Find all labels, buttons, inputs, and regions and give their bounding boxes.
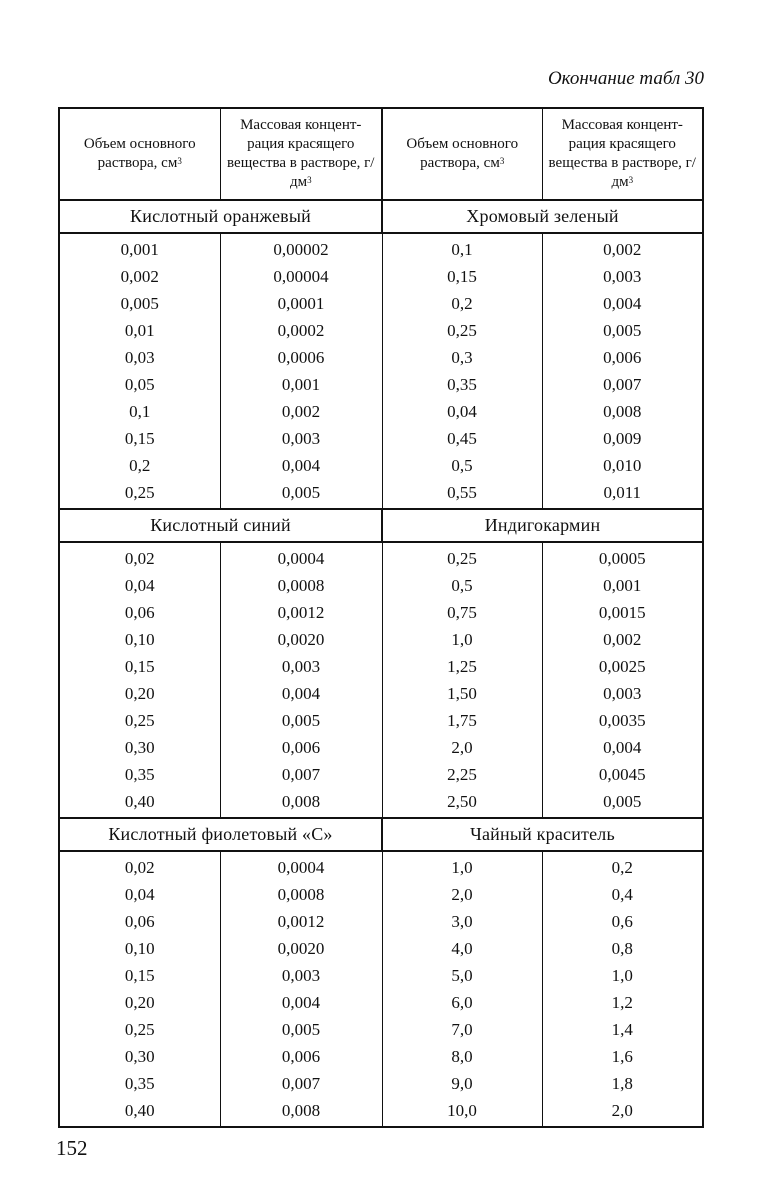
concentration-cell: 0,005	[542, 788, 703, 818]
concentration-cell: 0,002	[542, 233, 703, 263]
volume-cell: 0,03	[59, 344, 220, 371]
concentration-cell: 0,008	[542, 398, 703, 425]
volume-cell: 1,0	[382, 626, 542, 653]
concentration-cell: 1,0	[542, 962, 703, 989]
concentration-cell: 0,008	[220, 788, 382, 818]
section-title-row	[59, 509, 703, 542]
concentration-cell: 0,004	[220, 452, 382, 479]
volume-cell: 0,40	[59, 1097, 220, 1127]
section-title-right: Чайный краситель	[382, 818, 703, 851]
concentration-cell: 0,001	[542, 572, 703, 599]
concentration-cell: 0,001	[220, 371, 382, 398]
volume-cell: 0,06	[59, 599, 220, 626]
volume-cell: 0,30	[59, 1043, 220, 1070]
volume-cell: 0,10	[59, 626, 220, 653]
volume-cell: 1,50	[382, 680, 542, 707]
volume-cell: 0,15	[59, 962, 220, 989]
concentration-cell: 0,4	[542, 881, 703, 908]
volume-cell: 0,05	[59, 371, 220, 398]
header-volume-right: Объем основного раствора, $см^3$	[382, 108, 542, 200]
volume-cell: 0,15	[382, 263, 542, 290]
concentration-cell: 0,009	[542, 425, 703, 452]
table-row	[59, 1043, 703, 1070]
section-title-row	[59, 200, 703, 233]
concentration-cell: 0,004	[542, 290, 703, 317]
volume-cell: 0,15	[59, 425, 220, 452]
volume-cell: 0,5	[382, 572, 542, 599]
volume-cell: 0,1	[59, 398, 220, 425]
volume-cell: 0,2	[59, 452, 220, 479]
table-row	[59, 653, 703, 680]
table-row	[59, 452, 703, 479]
table-row	[59, 788, 703, 818]
table-row	[59, 935, 703, 962]
concentration-cell: 0,8	[542, 935, 703, 962]
running-head: Окончание табл 30	[547, 68, 704, 89]
volume-cell: 1,75	[382, 707, 542, 734]
table-row	[59, 263, 703, 290]
concentration-cell: 0,6	[542, 908, 703, 935]
volume-cell: 0,20	[59, 989, 220, 1016]
table-row	[59, 734, 703, 761]
volume-cell: 0,45	[382, 425, 542, 452]
concentration-cell: 0,0020	[220, 935, 382, 962]
table-row	[59, 542, 703, 572]
volume-cell: 5,0	[382, 962, 542, 989]
concentration-cell: 0,0035	[542, 707, 703, 734]
table-row	[59, 707, 703, 734]
table-row	[59, 881, 703, 908]
concentration-cell: 0,005	[220, 479, 382, 509]
concentration-cell: 0,0045	[542, 761, 703, 788]
header-concentration-right: Массовая концент-рация красящего вещества в растворе, $г/дм^3$	[542, 108, 703, 200]
concentration-cell: 0,0025	[542, 653, 703, 680]
section-title-right: Индигокармин	[382, 509, 703, 542]
concentration-cell: 1,8	[542, 1070, 703, 1097]
volume-cell: 0,25	[382, 317, 542, 344]
table-row	[59, 572, 703, 599]
concentration-cell: 0,0012	[220, 908, 382, 935]
table-row	[59, 398, 703, 425]
concentration-cell: 0,010	[542, 452, 703, 479]
table-row	[59, 317, 703, 344]
concentration-cell: 0,00004	[220, 263, 382, 290]
table-row	[59, 680, 703, 707]
concentration-cell: 0,003	[542, 680, 703, 707]
section-title-right: Хромовый зеленый	[382, 200, 703, 233]
table-body	[59, 200, 703, 1127]
table-row	[59, 344, 703, 371]
section-title-row	[59, 818, 703, 851]
volume-cell: 0,35	[59, 1070, 220, 1097]
table-row	[59, 626, 703, 653]
table-row	[59, 908, 703, 935]
table-row	[59, 1097, 703, 1127]
concentration-cell: 1,2	[542, 989, 703, 1016]
volume-cell: 0,30	[59, 734, 220, 761]
volume-cell: 0,1	[382, 233, 542, 263]
table-row	[59, 425, 703, 452]
concentration-cell: 0,005	[220, 707, 382, 734]
volume-cell: 0,005	[59, 290, 220, 317]
concentration-cell: 0,002	[542, 626, 703, 653]
concentration-cell: 0,0008	[220, 881, 382, 908]
concentration-cell: 0,005	[220, 1016, 382, 1043]
volume-cell: 0,01	[59, 317, 220, 344]
table-row	[59, 851, 703, 881]
volume-cell: 0,001	[59, 233, 220, 263]
volume-cell: 1,0	[382, 851, 542, 881]
concentration-cell: 2,0	[542, 1097, 703, 1127]
volume-cell: 0,25	[59, 1016, 220, 1043]
volume-cell: 7,0	[382, 1016, 542, 1043]
volume-cell: 0,02	[59, 542, 220, 572]
concentration-cell: 0,0008	[220, 572, 382, 599]
concentration-cell: 1,6	[542, 1043, 703, 1070]
volume-cell: 2,50	[382, 788, 542, 818]
volume-cell: 1,25	[382, 653, 542, 680]
concentration-cell: 0,0006	[220, 344, 382, 371]
section-title-left: Кислотный оранжевый	[59, 200, 382, 233]
page-number: 152	[56, 1136, 88, 1160]
concentration-cell: 0,006	[542, 344, 703, 371]
concentration-cell: 0,0005	[542, 542, 703, 572]
concentration-cell: 0,0004	[220, 851, 382, 881]
concentration-cell: 0,007	[220, 761, 382, 788]
concentration-cell: 0,0015	[542, 599, 703, 626]
volume-cell: 2,0	[382, 734, 542, 761]
concentration-cell: 0,003	[220, 962, 382, 989]
concentration-cell: 0,008	[220, 1097, 382, 1127]
volume-cell: 0,04	[382, 398, 542, 425]
concentration-cell: 0,002	[220, 398, 382, 425]
concentration-cell: 0,005	[542, 317, 703, 344]
table-row	[59, 1070, 703, 1097]
concentration-cell: 0,0020	[220, 626, 382, 653]
concentration-cell: 0,004	[542, 734, 703, 761]
concentration-table	[58, 107, 704, 1128]
volume-cell: 0,25	[59, 707, 220, 734]
volume-cell: 4,0	[382, 935, 542, 962]
volume-cell: 0,04	[59, 572, 220, 599]
table-header	[59, 108, 703, 200]
table-row	[59, 1016, 703, 1043]
concentration-cell: 0,011	[542, 479, 703, 509]
concentration-cell: 1,4	[542, 1016, 703, 1043]
concentration-cell: 0,0012	[220, 599, 382, 626]
volume-cell: 6,0	[382, 989, 542, 1016]
volume-cell: 0,35	[59, 761, 220, 788]
volume-cell: 0,3	[382, 344, 542, 371]
table-row	[59, 479, 703, 509]
volume-cell: 0,20	[59, 680, 220, 707]
concentration-cell: 0,007	[542, 371, 703, 398]
volume-cell: 0,35	[382, 371, 542, 398]
table-row	[59, 371, 703, 398]
volume-cell: 0,75	[382, 599, 542, 626]
header-row	[59, 108, 703, 200]
volume-cell: 0,04	[59, 881, 220, 908]
volume-cell: 0,2	[382, 290, 542, 317]
concentration-cell: 0,003	[542, 263, 703, 290]
concentration-cell: 0,2	[542, 851, 703, 881]
header-concentration-left: Массовая концент-рация красящего вещества в растворе, $г/дм^3$	[220, 108, 382, 200]
concentration-cell: 0,0001	[220, 290, 382, 317]
volume-cell: 0,02	[59, 851, 220, 881]
volume-cell: 2,25	[382, 761, 542, 788]
volume-cell: 0,15	[59, 653, 220, 680]
table-row	[59, 599, 703, 626]
volume-cell: 2,0	[382, 881, 542, 908]
table-row	[59, 290, 703, 317]
header-volume-left: Объем основного раствора, $см^3$	[59, 108, 220, 200]
volume-cell: 3,0	[382, 908, 542, 935]
concentration-cell: 0,006	[220, 734, 382, 761]
table-row	[59, 989, 703, 1016]
concentration-cell: 0,00002	[220, 233, 382, 263]
volume-cell: 0,40	[59, 788, 220, 818]
concentration-cell: 0,004	[220, 680, 382, 707]
table-row	[59, 233, 703, 263]
concentration-cell: 0,003	[220, 653, 382, 680]
volume-cell: 0,002	[59, 263, 220, 290]
volume-cell: 0,10	[59, 935, 220, 962]
concentration-cell: 0,0002	[220, 317, 382, 344]
volume-cell: 0,06	[59, 908, 220, 935]
concentration-cell: 0,007	[220, 1070, 382, 1097]
section-title-left: Кислотный синий	[59, 509, 382, 542]
concentration-cell: 0,004	[220, 989, 382, 1016]
volume-cell: 0,25	[382, 542, 542, 572]
volume-cell: 10,0	[382, 1097, 542, 1127]
volume-cell: 0,25	[59, 479, 220, 509]
volume-cell: 9,0	[382, 1070, 542, 1097]
concentration-cell: 0,006	[220, 1043, 382, 1070]
section-title-left: Кислотный фиолетовый «С»	[59, 818, 382, 851]
volume-cell: 8,0	[382, 1043, 542, 1070]
concentration-cell: 0,0004	[220, 542, 382, 572]
volume-cell: 0,5	[382, 452, 542, 479]
table-row	[59, 761, 703, 788]
table-row	[59, 962, 703, 989]
concentration-cell: 0,003	[220, 425, 382, 452]
volume-cell: 0,55	[382, 479, 542, 509]
